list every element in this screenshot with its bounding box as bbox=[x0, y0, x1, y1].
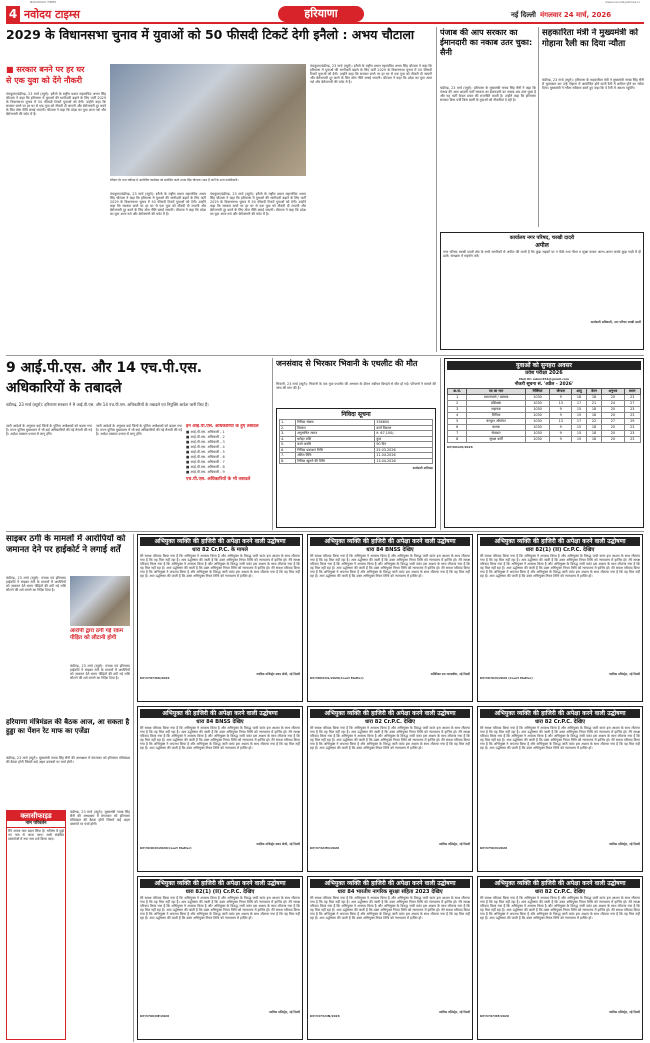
ips-headline-1: 9 आई.पी.एस. और 14 एच.पी.एस. bbox=[6, 360, 203, 376]
recruitment-cell: 4 bbox=[448, 413, 467, 419]
recruitment-cell: 23 bbox=[624, 437, 641, 443]
notice-section: धारा 82(1) (II) Cr.P.C. देखिए bbox=[185, 889, 255, 895]
lead-headline: 2029 के विधानसभा चुनाव में युवाओं को 50 फीसदी टिकटें देगी इनैलो : अभय चौटाला bbox=[6, 27, 415, 42]
tender-cell: 1. bbox=[280, 420, 296, 426]
recruitment-cell: 15 bbox=[572, 425, 587, 431]
recruitment-cell: कंप्यूटर ऑपरेटर bbox=[467, 419, 525, 425]
notice-section: धारा 82 Cr.P.C. के मामले bbox=[192, 547, 248, 553]
recruitment-cell: 17 bbox=[572, 401, 587, 407]
notice-section: धारा 84 BNSS देखिए bbox=[366, 547, 414, 553]
recruitment-table bbox=[447, 388, 641, 443]
recruitment-cell: 1030 bbox=[525, 401, 550, 407]
notice-sign: न्यायिक मजिस्ट्रेट, नई दिल्ली bbox=[268, 1010, 300, 1014]
recruitment-header-cell: अनुभव bbox=[602, 389, 624, 395]
municipal-sub: अपील bbox=[535, 242, 549, 249]
court-notice bbox=[137, 534, 303, 702]
ips-byline: चंडीगढ़, 23 मार्च (ब्यूरो): हरियाणा सरकार ने 9 आई.पी.एस. और 14 एच.पी.एस. अधिकारियों के तबादले एवं नियुक्ति आदेश जारी किए हैं। bbox=[6, 402, 209, 407]
notice-code: DP/3473/ON/2026 bbox=[310, 1014, 340, 1018]
recruitment-footer: DP/09126/2026 bbox=[447, 445, 473, 449]
recruitment-cell: 7 bbox=[448, 431, 467, 437]
cabinet-headline: हरियाणा मंत्रिमंडल की बैठक आज, आ सकता है हुड्डा का पेंशन रेट माफ का एजेंडा bbox=[6, 718, 130, 735]
recruitment-cell: 27 bbox=[602, 419, 624, 425]
recruitment-cell: 29 bbox=[624, 419, 641, 425]
recruitment-cell: लिपिक bbox=[467, 413, 525, 419]
tender-cell: 6. bbox=[280, 447, 296, 453]
tender-sign: कार्यकारी अभियंता bbox=[412, 466, 433, 470]
ips-list2-title: एच.पी.एस. अधिकारियों के भी तबादले bbox=[186, 477, 251, 482]
recruitment-cell: 15 bbox=[572, 431, 587, 437]
municipal-para: नगर परिषद चरखी दादरी क्षेत्र के सभी नागरिकों से अपील की जाती है कि कूड़ा सड़कों पर न फेंकें तथा गीला व सूखा कचरा अलग-अलग करके कूड़ा गाड़ी में ही डालें। स्वच्छता में सहयोग करें। bbox=[443, 250, 641, 259]
tender-cell: कार्य अवधि bbox=[296, 442, 375, 448]
tender-cell: 8. bbox=[280, 458, 296, 464]
notice-section: धारा 82 Cr.P.C. देखिए bbox=[534, 889, 586, 895]
tender-cell: 7. bbox=[280, 453, 296, 459]
ips-list-item: ■ आई.पी.एस. अधिकारी - 5 bbox=[186, 450, 225, 454]
recruitment-table-title: नौकरी सूचना सं. 'अप्रैल - 2026' bbox=[514, 382, 574, 387]
ips-list-item: ■ आई.पी.एस. अधिकारी - 9 bbox=[186, 470, 225, 474]
lead-sub bbox=[6, 64, 106, 90]
ips-list-item: ■ आई.पी.एस. अधिकारी - 1 bbox=[186, 430, 225, 434]
notice-sign: न्यायिक मजिस्ट्रेट प्रथम श्रेणी, नई दिल्ली bbox=[256, 672, 300, 676]
ips-para-a: जारी आदेशों के अनुसार कई जिलों के पुलिस अधीक्षकों को बदला गया है। राज्य पुलिस मुख्यालय में भी कई अधिकारियों की नई तैनाती की गई है। आदेश तत्काल प्रभाव से लागू होंगे। bbox=[6, 424, 92, 437]
recruitment-header-cell: आयु bbox=[572, 389, 587, 395]
tender-cell: निविदा संख्या bbox=[296, 420, 375, 426]
court-headline: साइबर ठगी के मामलों में आरोपियों को जमानत देने पर हाईकोर्ट ने लगाई शर्तें bbox=[6, 534, 126, 555]
tender-cell: 2. bbox=[280, 425, 296, 431]
col3-para: चंडीगढ़, 23 मार्च (ब्यूरो): हरियाणा के सहकारिता मंत्री ने मुख्यमंत्री नायब सिंह सैनी से मुलाकात कर उन्हें गोहाना में आयोजित होने वाली रैली में शामिल होने का न्यौता दिया। मुख्यमंत्री ने न्यौता स्वीकार करते हुए कहा कि वे रैली में अवश्य पहुंचेंगे। bbox=[542, 78, 644, 91]
topline-right: www.navodayatimes.in bbox=[605, 0, 640, 4]
recruitment-cell: 18 bbox=[586, 437, 601, 443]
recruitment-cell: 9 bbox=[550, 407, 572, 413]
recruitment-cell: 23 bbox=[624, 431, 641, 437]
recruitment-contact: Mail ID: admn456@gmail.com bbox=[518, 377, 570, 381]
tender-cell: 4. bbox=[280, 436, 296, 442]
notice-title: अभियुक्त व्यक्ति की हाजिरी की अपेक्षा करने वाली उद्घोषणा bbox=[310, 879, 470, 888]
recruitment-header-cell: स्थान bbox=[624, 389, 641, 395]
lead-para-d: पंचकूला/चंडीगढ़, 23 मार्च (ब्यूरो): इनैलो के राष्ट्रीय प्रधान महासचिव अभय सिंह चौटाला ने कहा कि हरियाणा में युवाओं की भागीदारी बढ़ाने के लिए पार्टी 2029 के विधानसभा चुनाव में 50 फीसदी टिकटें युवाओं को देगी। उन्होंने कहा कि सरकार बनने पर हर घर से एक युवा को नौकरी दी जाएगी और बेरोजगारी दूर करने के लिए ठोस नीति बनाई जाएगी। चौटाला ने कहा कि प्रदेश का युवा आज नशे और बेरोजगारी की चपेट में है। bbox=[310, 64, 432, 85]
bhiwani-headline: जनसंवाद से भिरकार भिवानी के एथलीट की मौत bbox=[276, 359, 418, 368]
court-notice bbox=[307, 534, 473, 702]
lead-para-b: पंचकूला/चंडीगढ़, 23 मार्च (ब्यूरो): इनैलो के राष्ट्रीय प्रधान महासचिव अभय सिंह चौटाला ने कहा कि हरियाणा में युवाओं की भागीदारी बढ़ाने के लिए पार्टी 2029 के विधानसभा चुनाव में 50 फीसदी टिकटें युवाओं को देगी। उन्होंने कहा कि सरकार बनने पर हर घर से एक युवा को नौकरी दी जाएगी और बेरोजगारी दूर करने के लिए ठोस नीति बनाई जाएगी। चौटाला ने कहा कि प्रदेश का युवा आज नशे और बेरोजगारी की चपेट में है। bbox=[110, 192, 206, 217]
tender-cell: रु. 67,100/- bbox=[375, 431, 433, 437]
recruitment-header-cell: योग्यता bbox=[550, 389, 572, 395]
recruitment-cell: प्रशिक्षक bbox=[467, 401, 525, 407]
recruitment-cell: 27 bbox=[624, 401, 641, 407]
recruitment-ad bbox=[444, 358, 644, 528]
recruitment-cell: 24 bbox=[602, 401, 624, 407]
recruitment-cell: 15 bbox=[572, 437, 587, 443]
court-para: चंडीगढ़, 23 मार्च (ब्यूरो): पंजाब एवं हरियाणा हाईकोर्ट ने साइबर ठगी के मामलों में आरोपियों को जमानत देते समय पीड़ितों की ठगी गई राशि लौटाने की शर्त लगाने का निर्देश दिया है। bbox=[6, 576, 66, 593]
tender-cell: 13.04.2026 bbox=[375, 458, 433, 464]
notice-section: धारा 84 भारतीय नागरिक सुरक्षा संहिता 2023 देखिए bbox=[337, 889, 443, 895]
recruitment-cell: 20 bbox=[602, 437, 624, 443]
notice-code: DP/3732/ED/2026 bbox=[310, 846, 340, 850]
tender-box bbox=[276, 408, 436, 528]
notice-code: DP/3756/N/2026 bbox=[480, 846, 508, 850]
lead-photo bbox=[110, 64, 306, 176]
recruitment-cell: 18 bbox=[586, 395, 601, 401]
recruitment-cell: 9 bbox=[550, 425, 572, 431]
notice-code: DP/3787/RD/2026 bbox=[140, 676, 170, 680]
notice-code: DP/3676/N/2026 (Court Matter) bbox=[480, 676, 533, 680]
topline-left: NAVODAYA TIMES bbox=[30, 0, 57, 4]
recruitment-cell: 1030 bbox=[525, 419, 550, 425]
recruitment-cell: प्रधानाचार्य / प्रबंधक bbox=[467, 395, 525, 401]
notice-code: DP/3646/N/2026(Court Matter) bbox=[140, 846, 192, 850]
recruitment-cell: 13 bbox=[550, 419, 572, 425]
tender-cell: निविदा प्रकाशन तिथि bbox=[296, 447, 375, 453]
municipal-notice bbox=[440, 232, 644, 350]
col2-para: चंडीगढ़, 23 मार्च (ब्यूरो): हरियाणा के मुख्यमंत्री नायब सिंह सैनी ने कहा कि पंजाब की आम आदमी पार्टी सरकार का ईमानदारी का नकाब अब उतर चुका है और यह पार्टी केवल प्रचार की राजनीति करती है। उन्होंने कहा कि हरियाणा सरकार बिना पर्ची बिना खर्ची के युवाओं को नौकरियां दे रही है। bbox=[440, 86, 536, 103]
recruitment-cell: 9 bbox=[550, 437, 572, 443]
col2-headline: पंजाब की आप सरकार का ईमानदारी का नकाब उतर चुका: सैनी bbox=[440, 28, 533, 57]
recruitment-cell: 22 bbox=[586, 419, 601, 425]
recruitment-cell: 20 bbox=[602, 407, 624, 413]
lead-sub-2: से एक युवा को देंगे नौकरी bbox=[6, 76, 83, 85]
classified-sub: नाम परिवर्तन bbox=[7, 821, 65, 828]
recruitment-cell: 9 bbox=[550, 413, 572, 419]
tender-cell: 3. bbox=[280, 431, 296, 437]
ips-list-item: ■ आई.पी.एस. अधिकारी - 2 bbox=[186, 435, 225, 439]
recruitment-cell: 1030 bbox=[525, 431, 550, 437]
recruitment-cell: चालक bbox=[467, 425, 525, 431]
recruitment-cell: 20 bbox=[602, 413, 624, 419]
ips-list-item: ■ आई.पी.एस. अधिकारी - 7 bbox=[186, 460, 225, 464]
recruitment-cell: 5 bbox=[448, 419, 467, 425]
notice-body: मेरे समक्ष परिवाद किया गया है कि अभियुक्त ने अपराध किया है और अभियुक्त के विरुद्ध जारी वारंट इस आशय के साथ लौटाया गया है कि वह मिल नहीं रहा है। अतः उद्घोषणा की जाती है कि उक्त अभियुक्त नियत तिथि को न्यायालय में हाजिर हो। मेरे समक्ष परिवाद किया गया है कि अभियुक्त ने अपराध किया है और अभियुक्त के विरुद्ध जारी वारंट इस आशय के साथ लौटाया गया है कि वह मिल नहीं रहा है। अतः उद्घोषणा की जाती है कि उक्त अभियुक्त नियत तिथि को न्यायालय में हाजिर हो। मेरे समक्ष परिवाद किया गया है कि अभियुक्त ने अपराध किया है और अभियुक्त के विरुद्ध जारी वारंट इस आशय के साथ लौटाया गया है कि वह मिल नहीं रहा है। अतः उद्घोषणा की जाती है कि उक्त अभियुक्त नियत तिथि को न्यायालय में हाजिर हो। bbox=[140, 726, 300, 751]
recruitment-header-cell: वेतन bbox=[586, 389, 601, 395]
recruitment-sub: प्रवेश परीक्षा 2026 bbox=[525, 370, 563, 376]
tender-cell: 5. bbox=[280, 442, 296, 448]
municipal-title: कार्यालय नगर परिषद, चरखी दादरी bbox=[509, 235, 575, 241]
recruitment-cell: 20 bbox=[602, 431, 624, 437]
recruitment-cell: 6 bbox=[448, 425, 467, 431]
ips-headline-2: अधिकारियों के तबादले bbox=[6, 380, 122, 396]
classified-box bbox=[6, 810, 66, 1040]
recruitment-cell: सहायक bbox=[467, 407, 525, 413]
lead-photo-caption: रविवार देर शाम चंडीगढ़ में आयोजित कार्यक्रम को संबोधित करते अभय सिंह चौटाला। साथ हैं पार्टी के अन्य पदाधिकारी। bbox=[110, 178, 239, 182]
date: मंगलवार 24 मार्च, 2026 bbox=[540, 11, 612, 19]
court-notice bbox=[137, 876, 303, 1040]
recruitment-cell: 18 bbox=[586, 425, 601, 431]
classified-title: क्लासीफाइड bbox=[7, 811, 65, 821]
notice-title: अभियुक्त व्यक्ति की हाजिरी की अपेक्षा करने वाली उद्घोषणा bbox=[480, 709, 640, 718]
col3-headline: सहकारिता मंत्री ने मुख्यमंत्री को गोहाना रैली का दिया न्यौता bbox=[542, 28, 638, 49]
recruitment-cell: 18 bbox=[586, 413, 601, 419]
court-photo bbox=[70, 576, 130, 626]
ips-list-item: ■ आई.पी.एस. अधिकारी - 6 bbox=[186, 455, 225, 459]
tender-row bbox=[280, 458, 433, 464]
recruitment-cell: 23 bbox=[624, 425, 641, 431]
recruitment-cell: 1 bbox=[448, 395, 467, 401]
recruitment-cell: 9 bbox=[550, 395, 572, 401]
lead-sub-1: ■ सरकार बनने पर हर घर bbox=[6, 65, 85, 74]
recruitment-cell: 18 bbox=[586, 431, 601, 437]
ips-para-b: जारी आदेशों के अनुसार कई जिलों के पुलिस अधीक्षकों को बदला गया है। राज्य पुलिस मुख्यालय में भी कई अधिकारियों की नई तैनाती की गई है। आदेश तत्काल प्रभाव से लागू होंगे। bbox=[96, 424, 182, 437]
notice-sign: न्यायिक मजिस्ट्रेट, नई दिल्ली bbox=[438, 1010, 470, 1014]
notice-title: अभियुक्त की हाजिरी की अपेक्षा करने वाली उद्घोषणा bbox=[140, 709, 300, 718]
recruitment-cell: 1030 bbox=[525, 407, 550, 413]
notice-sign: न्यायिक मजिस्ट्रेट, नई दिल्ली bbox=[608, 842, 640, 846]
recruitment-cell: 3 bbox=[448, 407, 467, 413]
recruitment-cell: 23 bbox=[624, 395, 641, 401]
recruitment-cell: 2 bbox=[448, 401, 467, 407]
notice-body: मेरे समक्ष परिवाद किया गया है कि अभियुक्त ने अपराध किया है और अभियुक्त के विरुद्ध जारी वारंट इस आशय के साथ लौटाया गया है कि वह मिल नहीं रहा है। अतः उद्घोषणा की जाती है कि उक्त अभियुक्त नियत तिथि को न्यायालय में हाजिर हो। मेरे समक्ष परिवाद किया गया है कि अभियुक्त ने अपराध किया है और अभियुक्त के विरुद्ध जारी वारंट इस आशय के साथ लौटाया गया है कि वह मिल नहीं रहा है। अतः उद्घोषणा की जाती है कि उक्त अभियुक्त नियत तिथि को न्यायालय में हाजिर हो। मेरे समक्ष परिवाद किया गया है कि अभियुक्त ने अपराध किया है और अभियुक्त के विरुद्ध जारी वारंट इस आशय के साथ लौटाया गया है कि वह मिल नहीं रहा है। अतः उद्घोषणा की जाती है कि उक्त अभियुक्त नियत तिथि को न्यायालय में हाजिर हो। bbox=[140, 896, 300, 921]
ips-list-item: ■ आई.पी.एस. अधिकारी - 3 bbox=[186, 440, 225, 444]
lead-para-a: पंचकूला/चंडीगढ़, 23 मार्च (ब्यूरो): इनैलो के राष्ट्रीय प्रधान महासचिव अभय सिंह चौटाला ने कहा कि हरियाणा में युवाओं की भागीदारी बढ़ाने के लिए पार्टी 2029 के विधानसभा चुनाव में 50 फीसदी टिकटें युवाओं को देगी। उन्होंने कहा कि सरकार बनने पर हर घर से एक युवा को नौकरी दी जाएगी और बेरोजगारी दूर करने के लिए ठोस नीति बनाई जाएगी। चौटाला ने कहा कि प्रदेश का युवा आज नशे और बेरोजगारी की चपेट में है। bbox=[6, 92, 106, 117]
ips-list-item: ■ आई.पी.एस. अधिकारी - 8 bbox=[186, 465, 225, 469]
tender-cell: कुल bbox=[375, 436, 433, 442]
recruitment-cell: सुरक्षा कर्मी bbox=[467, 437, 525, 443]
recruitment-cell: 1030 bbox=[525, 425, 550, 431]
court-notice bbox=[137, 706, 303, 872]
notice-body: मेरे समक्ष परिवाद किया गया है कि अभियुक्त ने अपराध किया है और अभियुक्त के विरुद्ध जारी वारंट इस आशय के साथ लौटाया गया है कि वह मिल नहीं रहा है। अतः उद्घोषणा की जाती है कि उक्त अभियुक्त नियत तिथि को न्यायालय में हाजिर हो। मेरे समक्ष परिवाद किया गया है कि अभियुक्त ने अपराध किया है और अभियुक्त के विरुद्ध जारी वारंट इस आशय के साथ लौटाया गया है कि वह मिल नहीं रहा है। अतः उद्घोषणा की जाती है कि उक्त अभियुक्त नियत तिथि को न्यायालय में हाजिर हो। मेरे समक्ष परिवाद किया गया है कि अभियुक्त ने अपराध किया है और अभियुक्त के विरुद्ध जारी वारंट इस आशय के साथ लौटाया गया है कि वह मिल नहीं रहा है। अतः उद्घोषणा की जाती है कि उक्त अभियुक्त नियत तिथि को न्यायालय में हाजिर हो। bbox=[480, 726, 640, 751]
recruitment-header-cell: क्र.सं. bbox=[448, 389, 467, 395]
recruitment-cell: 20 bbox=[602, 425, 624, 431]
edition: नई दिल्ली bbox=[510, 11, 536, 19]
tender-cell: 25.03.2026 bbox=[375, 447, 433, 453]
classified-para: मैंने अपना नाम बदल लिया है। भविष्य में मुझे नए नाम से जाना जाए। सभी संबंधित दस्तावेजों में नया नाम दर्ज किया जाए। bbox=[8, 829, 64, 842]
tender-table bbox=[279, 419, 433, 464]
recruitment-row bbox=[448, 437, 641, 443]
court-notice bbox=[307, 706, 473, 872]
tender-title: निविदा सूचना bbox=[341, 411, 371, 418]
ips-list-box bbox=[186, 424, 268, 524]
ips-list-title: इन आई.पी.एस. अधिकारियों के हुए तबादले bbox=[186, 424, 259, 429]
cabinet-para-b: चंडीगढ़, 23 मार्च (ब्यूरो): मुख्यमंत्री नायब सिंह सैनी की अध्यक्षता में मंगलवार को हरियाणा मंत्रिमंडल की बैठक होगी जिसमें कई अहम प्रस्तावों पर चर्चा होगी। bbox=[70, 810, 130, 827]
notice-title: अभियुक्त व्यक्ति की हाजिरी की अपेक्षा करने वाली उद्घोषणा bbox=[480, 879, 640, 888]
notice-body: मेरे समक्ष परिवाद किया गया है कि अभियुक्त ने अपराध किया है और अभियुक्त के विरुद्ध जारी वारंट इस आशय के साथ लौटाया गया है कि वह मिल नहीं रहा है। अतः उद्घोषणा की जाती है कि उक्त अभियुक्त नियत तिथि को न्यायालय में हाजिर हो। मेरे समक्ष परिवाद किया गया है कि अभियुक्त ने अपराध किया है और अभियुक्त के विरुद्ध जारी वारंट इस आशय के साथ लौटाया गया है कि वह मिल नहीं रहा है। अतः उद्घोषणा की जाती है कि उक्त अभियुक्त नियत तिथि को न्यायालय में हाजिर हो। मेरे समक्ष परिवाद किया गया है कि अभियुक्त ने अपराध किया है और अभियुक्त के विरुद्ध जारी वारंट इस आशय के साथ लौटाया गया है कि वह मिल नहीं रहा है। अतः उद्घोषणा की जाती है कि उक्त अभियुक्त नियत तिथि को न्यायालय में हाजिर हो। bbox=[310, 554, 470, 579]
notice-body: मेरे समक्ष परिवाद किया गया है कि अभियुक्त ने अपराध किया है और अभियुक्त के विरुद्ध जारी वारंट इस आशय के साथ लौटाया गया है कि वह मिल नहीं रहा है। अतः उद्घोषणा की जाती है कि उक्त अभियुक्त नियत तिथि को न्यायालय में हाजिर हो। मेरे समक्ष परिवाद किया गया है कि अभियुक्त ने अपराध किया है और अभियुक्त के विरुद्ध जारी वारंट इस आशय के साथ लौटाया गया है कि वह मिल नहीं रहा है। अतः उद्घोषणा की जाती है कि उक्त अभियुक्त नियत तिथि को न्यायालय में हाजिर हो। मेरे समक्ष परिवाद किया गया है कि अभियुक्त ने अपराध किया है और अभियुक्त के विरुद्ध जारी वारंट इस आशय के साथ लौटाया गया है कि वह मिल नहीं रहा है। अतः उद्घोषणा की जाती है कि उक्त अभियुक्त नियत तिथि को न्यायालय में हाजिर हो। bbox=[480, 554, 640, 579]
tender-cell: निविदा खुलने की तिथि bbox=[296, 458, 375, 464]
tender-cell: अनुमानित लागत bbox=[296, 431, 375, 437]
notice-section: धारा 82 Cr.P.C. देखिए bbox=[534, 719, 586, 725]
recruitment-cell: 15 bbox=[572, 407, 587, 413]
notice-section: धारा 82 Cr.P.C. देखिए bbox=[364, 719, 416, 725]
recruitment-title: युवाओं को सुनहरा अवसर bbox=[447, 361, 641, 370]
recruitment-cell: 17 bbox=[572, 419, 587, 425]
recruitment-cell: 23 bbox=[624, 407, 641, 413]
recruitment-cell: 18 bbox=[572, 395, 587, 401]
notice-sign: न्यायिक मजिस्ट्रेट प्रथम श्रेणी, नई दिल्ली bbox=[256, 842, 300, 846]
masthead-bar bbox=[6, 6, 644, 24]
recruitment-cell: 1030 bbox=[525, 395, 550, 401]
notice-body: मेरे समक्ष परिवाद किया गया है कि अभियुक्त ने अपराध किया है और अभियुक्त के विरुद्ध जारी वारंट इस आशय के साथ लौटाया गया है कि वह मिल नहीं रहा है। अतः उद्घोषणा की जाती है कि उक्त अभियुक्त नियत तिथि को न्यायालय में हाजिर हो। मेरे समक्ष परिवाद किया गया है कि अभियुक्त ने अपराध किया है और अभियुक्त के विरुद्ध जारी वारंट इस आशय के साथ लौटाया गया है कि वह मिल नहीं रहा है। अतः उद्घोषणा की जाती है कि उक्त अभियुक्त नियत तिथि को न्यायालय में हाजिर हो। मेरे समक्ष परिवाद किया गया है कि अभियुक्त ने अपराध किया है और अभियुक्त के विरुद्ध जारी वारंट इस आशय के साथ लौटाया गया है कि वह मिल नहीं रहा है। अतः उद्घोषणा की जाती है कि उक्त अभियुक्त नियत तिथि को न्यायालय में हाजिर हो। bbox=[310, 896, 470, 921]
recruitment-cell: 9 bbox=[550, 431, 572, 437]
page-number: 4 bbox=[6, 6, 20, 22]
court-notice bbox=[477, 706, 643, 872]
recruitment-cell: सेवादार bbox=[467, 431, 525, 437]
municipal-sign: कार्यकारी अधिकारी, नगर परिषद चरखी दादरी bbox=[590, 320, 641, 324]
notice-sign: अतिरिक्त सत्र न्यायाधीश, नई दिल्ली bbox=[430, 672, 470, 676]
court-box: आरोपी द्वारा ठगी गई रकम पीड़ित को लौटानी होगी bbox=[70, 628, 124, 641]
notice-code: DP/3797/RE/2026 bbox=[480, 1014, 510, 1018]
lead-para-c: पंचकूला/चंडीगढ़, 23 मार्च (ब्यूरो): इनैलो के राष्ट्रीय प्रधान महासचिव अभय सिंह चौटाला ने कहा कि हरियाणा में युवाओं की भागीदारी बढ़ाने के लिए पार्टी 2029 के विधानसभा चुनाव में 50 फीसदी टिकटें युवाओं को देगी। उन्होंने कहा कि सरकार बनने पर हर घर से एक युवा को नौकरी दी जाएगी और बेरोजगारी दूर करने के लिए ठोस नीति बनाई जाएगी। चौटाला ने कहा कि प्रदेश का युवा आज नशे और बेरोजगारी की चपेट में है। bbox=[210, 192, 306, 217]
notice-title: अभियुक्त व्यक्ति की हाजिरी की अपेक्षा करने वाली उद्घोषणा bbox=[480, 537, 640, 546]
notice-sign: न्यायिक मजिस्ट्रेट, नई दिल्ली bbox=[438, 842, 470, 846]
recruitment-cell: 8 bbox=[448, 437, 467, 443]
tender-cell: 90 दिन bbox=[375, 442, 433, 448]
notice-title: अभियुक्त व्यक्ति की हाजिरी की अपेक्षा करने वाली उद्घोषणा bbox=[310, 709, 470, 718]
court-notice bbox=[477, 534, 643, 702]
notice-body: मेरे समक्ष परिवाद किया गया है कि अभियुक्त ने अपराध किया है और अभियुक्त के विरुद्ध जारी वारंट इस आशय के साथ लौटाया गया है कि वह मिल नहीं रहा है। अतः उद्घोषणा की जाती है कि उक्त अभियुक्त नियत तिथि को न्यायालय में हाजिर हो। मेरे समक्ष परिवाद किया गया है कि अभियुक्त ने अपराध किया है और अभियुक्त के विरुद्ध जारी वारंट इस आशय के साथ लौटाया गया है कि वह मिल नहीं रहा है। अतः उद्घोषणा की जाती है कि उक्त अभियुक्त नियत तिथि को न्यायालय में हाजिर हो। मेरे समक्ष परिवाद किया गया है कि अभियुक्त ने अपराध किया है और अभियुक्त के विरुद्ध जारी वारंट इस आशय के साथ लौटाया गया है कि वह मिल नहीं रहा है। अतः उद्घोषणा की जाती है कि उक्त अभियुक्त नियत तिथि को न्यायालय में हाजिर हो। bbox=[480, 896, 640, 921]
ips-headline bbox=[6, 358, 268, 400]
tender-cell: 336800 bbox=[375, 420, 433, 426]
notice-code: DP/3863/DL/2026(Court Matter) bbox=[310, 676, 364, 680]
recruitment-cell: 13 bbox=[550, 401, 572, 407]
cabinet-para: चंडीगढ़, 23 मार्च (ब्यूरो): मुख्यमंत्री नायब सिंह सैनी की अध्यक्षता में मंगलवार को हरियाणा मंत्रिमंडल की बैठक होगी जिसमें कई अहम प्रस्तावों पर चर्चा होगी। bbox=[6, 756, 130, 765]
ips-list-item: ■ आई.पी.एस. अधिकारी - 4 bbox=[186, 445, 225, 449]
paper-name: नवोदय टाइम्स bbox=[24, 8, 80, 21]
court-notice bbox=[477, 876, 643, 1040]
court-para-b: चंडीगढ़, 23 मार्च (ब्यूरो): पंजाब एवं हरियाणा हाईकोर्ट ने साइबर ठगी के मामलों में आरोपियों को जमानत देते समय पीड़ितों की ठगी गई राशि लौटाने की शर्त लगाने का निर्देश दिया है। bbox=[70, 664, 130, 681]
recruitment-cell: 21 bbox=[586, 401, 601, 407]
bhiwani-para: भिवानी, 23 मार्च (ब्यूरो): भिवानी के एक युवा एथलीट की अभ्यास के दौरान तबीयत बिगड़ने से मौत हो गई। परिजनों ने मामले की जांच की मांग की है। bbox=[276, 382, 436, 391]
recruitment-cell: 20 bbox=[602, 395, 624, 401]
recruitment-cell: 18 bbox=[586, 407, 601, 413]
recruitment-cell: 23 bbox=[624, 413, 641, 419]
section-name: हरियाणा bbox=[278, 6, 364, 22]
notice-section: धारा 82(1) (II) Cr.P.C. देखिए bbox=[525, 547, 595, 553]
court-notice bbox=[307, 876, 473, 1040]
notice-code: DP/3706/NE/2026 bbox=[140, 1014, 170, 1018]
tender-cell: अंतिम तिथि bbox=[296, 453, 375, 459]
notice-sign: न्यायिक मजिस्ट्रेट, नई दिल्ली bbox=[608, 1010, 640, 1014]
notice-body: मेरे समक्ष परिवाद किया गया है कि अभियुक्त ने अपराध किया है और अभियुक्त के विरुद्ध जारी वारंट इस आशय के साथ लौटाया गया है कि वह मिल नहीं रहा है। अतः उद्घोषणा की जाती है कि उक्त अभियुक्त नियत तिथि को न्यायालय में हाजिर हो। मेरे समक्ष परिवाद किया गया है कि अभियुक्त ने अपराध किया है और अभियुक्त के विरुद्ध जारी वारंट इस आशय के साथ लौटाया गया है कि वह मिल नहीं रहा है। अतः उद्घोषणा की जाती है कि उक्त अभियुक्त नियत तिथि को न्यायालय में हाजिर हो। मेरे समक्ष परिवाद किया गया है कि अभियुक्त ने अपराध किया है और अभियुक्त के विरुद्ध जारी वारंट इस आशय के साथ लौटाया गया है कि वह मिल नहीं रहा है। अतः उद्घोषणा की जाती है कि उक्त अभियुक्त नियत तिथि को न्यायालय में हाजिर हो। bbox=[310, 726, 470, 751]
tender-cell: 11.04.2026 bbox=[375, 453, 433, 459]
recruitment-header-cell: रिक्तियां bbox=[525, 389, 550, 395]
tender-cell: विवरण bbox=[296, 425, 375, 431]
recruitment-cell: 1030 bbox=[525, 413, 550, 419]
recruitment-cell: 1030 bbox=[525, 437, 550, 443]
notice-title: अभियुक्त व्यक्ति की हाजिरी की अपेक्षा करने वाली उद्घोषणा bbox=[140, 537, 300, 546]
notice-title: अभियुक्त व्यक्ति की हाजिरी की अपेक्षा करने वाली उद्घोषणा bbox=[310, 537, 470, 546]
notice-section: धारा 84 BNSS देखिए bbox=[196, 719, 244, 725]
notice-sign: न्यायिक मजिस्ट्रेट, नई दिल्ली bbox=[608, 672, 640, 676]
recruitment-header-cell: पद का नाम bbox=[467, 389, 525, 395]
ips-list bbox=[186, 430, 268, 475]
notice-body: मेरे समक्ष परिवाद किया गया है कि अभियुक्त ने अपराध किया है और अभियुक्त के विरुद्ध जारी वारंट इस आशय के साथ लौटाया गया है कि वह मिल नहीं रहा है। अतः उद्घोषणा की जाती है कि उक्त अभियुक्त नियत तिथि को न्यायालय में हाजिर हो। मेरे समक्ष परिवाद किया गया है कि अभियुक्त ने अपराध किया है और अभियुक्त के विरुद्ध जारी वारंट इस आशय के साथ लौटाया गया है कि वह मिल नहीं रहा है। अतः उद्घोषणा की जाती है कि उक्त अभियुक्त नियत तिथि को न्यायालय में हाजिर हो। मेरे समक्ष परिवाद किया गया है कि अभियुक्त ने अपराध किया है और अभियुक्त के विरुद्ध जारी वारंट इस आशय के साथ लौटाया गया है कि वह मिल नहीं रहा है। अतः उद्घोषणा की जाती है कि उक्त अभियुक्त नियत तिथि को न्यायालय में हाजिर हो। bbox=[140, 554, 300, 579]
recruitment-cell: 15 bbox=[572, 413, 587, 419]
tender-cell: धरोहर राशि bbox=[296, 436, 375, 442]
tender-cell: कार्य विवरण bbox=[375, 425, 433, 431]
notice-title: अभियुक्त व्यक्ति की हाजिरी की अपेक्षा करने वाली उद्घोषणा bbox=[140, 879, 300, 888]
